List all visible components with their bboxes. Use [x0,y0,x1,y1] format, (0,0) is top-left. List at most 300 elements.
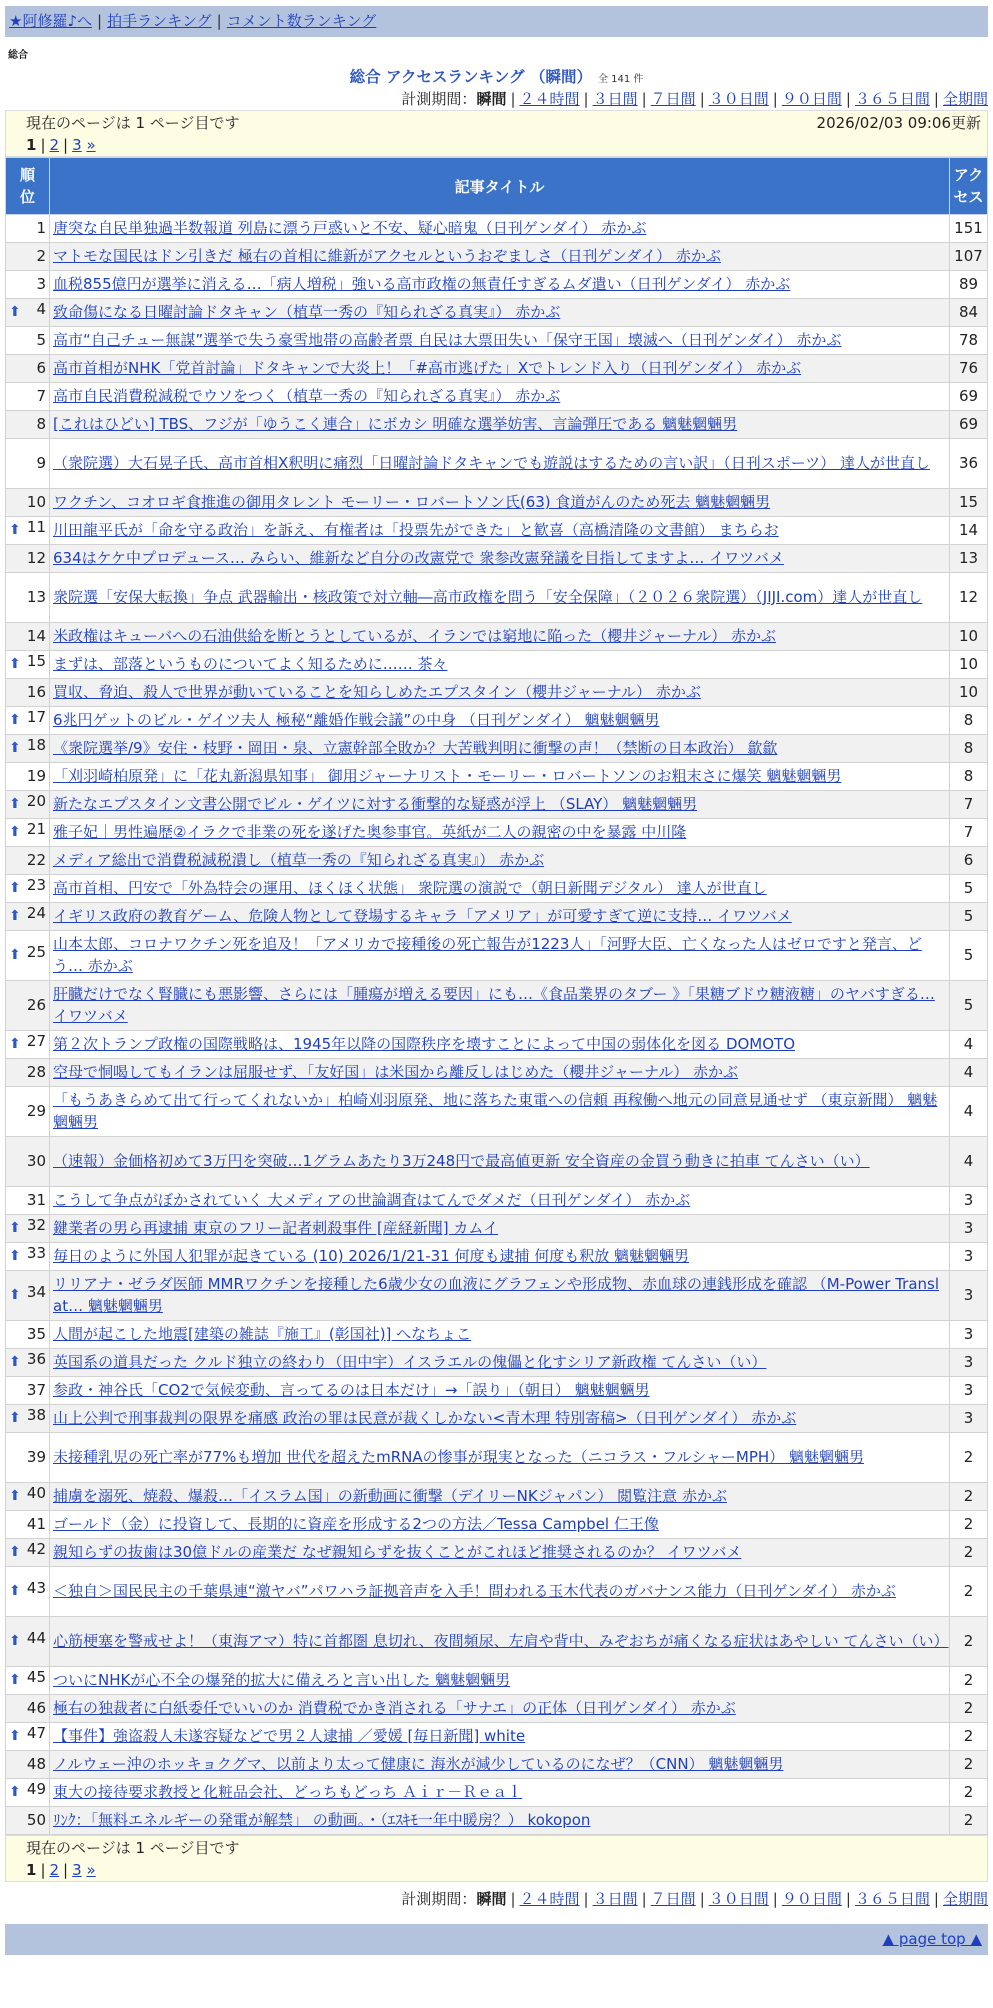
rank-cell [6,903,50,931]
rank-cell [6,243,50,271]
rank-number: 40 [26,1484,46,1502]
table-row [6,1405,988,1433]
title-cell [50,1667,950,1695]
access-count: 3 [950,1271,988,1321]
table-row [6,1433,988,1483]
rank-cell [6,1433,50,1483]
page-links [26,134,981,156]
rank-number: 28 [26,1062,46,1081]
table-row [6,1779,988,1807]
title-cell [50,215,950,243]
article-title-link[interactable]: 致命傷になる日曜討論ドタキャン（植草一秀の『知られざる真実』） 赤かぶ [53,302,561,321]
rank-cell [6,1321,50,1349]
article-title-link[interactable]: 山上公判で刑事裁判の限界を痛感 政治の罪は民意が裁くしかない<青木理 特別寄稿>（日刊ゲンダイ） 赤かぶ [53,1408,797,1427]
table-row [6,1059,988,1087]
table-row [6,1321,988,1349]
table-row [6,875,988,903]
current-page-text: 現在のページは 1 ページ目です [26,1839,240,1857]
article-title-link[interactable]: 毎日のように外国人犯罪が起きている (10) 2026/1/21-31 何度も逮捕 何度も釈放 魑魅魍魎男 [53,1246,690,1265]
rank-cell [6,707,50,735]
up-arrow-icon: ⬆ [9,1583,21,1599]
title-cell [50,819,950,847]
rank-number: 2 [36,246,46,265]
rank-cell [6,411,50,439]
title-cell [50,679,950,707]
page [5,6,988,1955]
rank-number: 10 [26,492,46,511]
article-title-link[interactable]: 血税855億円が選挙に消える…「病人増税」強いる高市政権の無責任すぎるムダ遣い（日刊ゲンダイ） 赤かぶ [53,274,791,293]
title-cell [50,763,950,791]
rank-cell [6,1751,50,1779]
rank-number: 30 [26,1151,46,1170]
rank-cell [6,847,50,875]
section-label: 総合 [8,50,28,61]
article-title-link[interactable]: 空母で恫喝してもイランは屈服せず、「友好国」は米国から離反しはじめた（櫻井ジャーナル） 赤かぶ [53,1062,739,1081]
up-arrow-icon: ⬆ [9,880,21,896]
pager-separator: | [63,1861,69,1879]
period-link[interactable]: 全期間 [942,90,988,108]
access-count: 8 [950,707,988,735]
period-link[interactable]: ７日間 [650,1890,696,1908]
rank-number: 37 [26,1380,46,1399]
period-link[interactable]: ３０日間 [708,1890,769,1908]
clap-ranking-link[interactable]: 拍手ランキング [107,12,212,30]
rank-number: 39 [26,1447,46,1466]
title-cell [50,903,950,931]
access-count: 4 [950,1031,988,1059]
table-row [6,573,988,623]
access-count: 13 [950,545,988,573]
rank-cell [6,735,50,763]
page-link[interactable]: 3 [72,1861,82,1879]
rank-cell [6,327,50,355]
table-row [6,517,988,545]
up-arrow-icon: ⬆ [9,522,21,538]
period-link[interactable]: ９０日間 [781,90,842,108]
access-count: 15 [950,489,988,517]
article-title-link[interactable]: 「もうあきらめて出て行ってくれないか」柏崎刈羽原発、地に落ちた東電への信頼 再稼働へ地元の同意見通せず （東京新聞） 魑魅魍魎男 [53,1091,938,1131]
access-count: 69 [950,383,988,411]
article-title-link[interactable]: ついにNHKが心不全の爆発的拡大に備えろと言い出した 魑魅魍魎男 [53,1670,511,1689]
title-cell [50,651,950,679]
title-cell [50,981,950,1031]
period-link[interactable]: 全期間 [942,1890,988,1908]
up-arrow-icon: ⬆ [9,1036,21,1052]
up-arrow-icon: ⬆ [9,1728,21,1744]
access-count: 2 [950,1483,988,1511]
rank-cell [6,1617,50,1667]
table-row [6,215,988,243]
article-title-link[interactable]: ＜独自＞国民民主の千葉県連“激ヤバ”パワハラ証拠音声を入手！問われる玉木代表のガバナンス能力（日刊ゲンダイ） 赤かぶ [53,1581,896,1600]
rank-number: 8 [36,414,46,433]
rank-cell [6,383,50,411]
table-row [6,271,988,299]
period-link[interactable]: ２４時間 [519,90,580,108]
table-row [6,411,988,439]
current-page-number: 1 [26,1861,37,1879]
article-title-link[interactable]: 高市首相、円安で「外為特会の運用、ほくほく状態」 衆院選の演説で（朝日新聞デジタル） 達人が世直し [53,878,767,897]
title-cell [50,1617,950,1667]
article-title-link[interactable]: 肝臓だけでなく腎臓にも悪影響、さらには「腫瘍が増える要因」にも…《食品業界のタブー 》「果糖ブドウ糖液糖」のヤバすぎる… イワツバメ [53,985,935,1025]
pager-top [5,110,988,157]
title-cell [50,1031,950,1059]
article-title-link[interactable]: 鍵業者の男ら再逮捕 東京のフリー記者刺殺事件 [産経新聞] カムイ [53,1218,499,1237]
title-cell [50,327,950,355]
up-arrow-icon: ⬆ [9,304,21,320]
article-title-link[interactable]: （衆院選）大石晃子氏、高市首相X釈明に痛烈「日曜討論ドタキャンでも遊説はするための言い訳」（日刊スポーツ） 達人が世直し [53,453,930,472]
table-row [6,1031,988,1059]
access-count: 2 [950,1539,988,1567]
period-selector-bottom [5,1888,988,1910]
title-cell [50,1567,950,1617]
article-title-link[interactable]: 衆院選「安保大転換」争点 武器輸出・核政策で対立軸―高市政権を問う「安全保障」（２０２６衆院選）（JIJI.com）達人が世直し [53,587,923,606]
access-count: 151 [950,215,988,243]
table-row [6,763,988,791]
period-link[interactable]: ３０日間 [708,90,769,108]
up-arrow-icon: ⬆ [9,1220,21,1236]
period-link[interactable]: ３日間 [592,1890,638,1908]
home-link[interactable]: ★阿修羅♪へ [9,12,93,30]
title-column-header: 記事タイトル [50,158,950,215]
article-title-link[interactable]: まずは、部落というものについてよく知るために…… 茶々 [53,654,448,673]
article-title-link[interactable]: 新たなエプスタイン文書公開でビル・ゲイツに対する衝撃的な疑惑が浮上 （SLAY） 魑魅魍魎男 [53,794,698,813]
page-link[interactable]: 2 [49,1861,60,1879]
nav-separator: | [216,12,222,30]
table-row [6,1723,988,1751]
access-count: 3 [950,1405,988,1433]
title-cell [50,735,950,763]
title-cell [50,791,950,819]
access-count: 2 [950,1511,988,1539]
rank-number: 33 [26,1244,46,1262]
rank-cell [6,1377,50,1405]
title-cell [50,411,950,439]
page-link[interactable]: 3 [72,136,82,154]
article-title-link[interactable]: 心筋梗塞を警戒せよ！（東海アマ）特に首都圏 息切れ、夜間頻尿、左肩や背中、みぞおちが痛くなる症状はあやしい てんさい（い） [53,1631,949,1650]
next-page-link[interactable]: » [86,1861,96,1879]
table-row [6,1483,988,1511]
title-cell [50,1087,950,1137]
title-cell [50,847,950,875]
access-count: 4 [950,1137,988,1187]
title-cell [50,1539,950,1567]
period-separator: | [845,90,851,108]
period-current: 瞬間 [476,90,507,108]
access-count: 5 [950,875,988,903]
rank-cell [6,1087,50,1137]
title-cell [50,1405,950,1433]
article-title-link[interactable]: こうして争点がぼかされていく 大メディアの世論調査はてんでダメだ（日刊ゲンダイ） 赤かぶ [53,1190,691,1209]
rank-number: 32 [26,1216,46,1234]
period-separator: | [699,90,705,108]
article-title-link[interactable]: 買収、脅迫、殺人で世界が動いていることを知らしめたエプスタイン（櫻井ジャーナル） 赤かぶ [53,682,701,701]
table-row [6,1137,988,1187]
access-count: 2 [950,1695,988,1723]
access-count: 14 [950,517,988,545]
table-row [6,243,988,271]
up-arrow-icon: ⬆ [9,740,21,756]
title-cell [50,1695,950,1723]
period-separator: | [772,90,778,108]
article-title-link[interactable]: ゴールド（金）に投資して、長期的に資産を形成する2つの方法／Tessa Campbel 仁王像 [53,1514,659,1533]
article-title-link[interactable]: 高市“自己チュー無謀”選挙で失う豪雪地帯の高齢者票 自民は大票田失い「保守王国」壊滅へ（日刊ゲンダイ） 赤かぶ [53,330,842,349]
table-header-row [6,158,988,215]
rank-number: 29 [26,1101,46,1120]
article-title-link[interactable]: リリアナ・ゼラダ医師 MMRワクチンを接種した6歳少女の血液にグラフェンや形成物、赤血球の連銭形成を確認 （M-Power Translat… 魑魅魍魎男 [53,1275,940,1315]
article-title-link[interactable]: 雅子妃｜男性遍歴②イラクで非業の死を遂げた奥参事官。英紙が二人の親密の中を暴露 中川隆 [53,822,687,841]
rank-cell [6,1271,50,1321]
rank-number: 41 [26,1514,46,1533]
article-title-link[interactable]: 米政権はキューバへの石油供給を断とうとしているが、イランでは窮地に陥った（櫻井ジャーナル） 赤かぶ [53,626,776,645]
comment-ranking-link[interactable]: コメント数ランキング [226,12,377,30]
period-link[interactable]: ７日間 [650,90,696,108]
table-row [6,1539,988,1567]
rank-cell [6,573,50,623]
article-title-link[interactable]: イギリス政府の教育ゲーム、危険人物として登場するキャラ「アメリア」が可愛すぎて逆に支持… イワツバメ [53,906,792,925]
ranking-body [6,215,988,1835]
rank-number: 48 [26,1754,46,1773]
page-top-link[interactable]: ▲ page top ▲ [882,1930,982,1948]
article-title-link[interactable]: 捕虜を溺死、焼殺、爆殺…「イスラム国」の新動画に衝撃（デイリーNKジャパン） 閲覧注意 赤かぶ [53,1486,727,1505]
next-page-link[interactable]: » [86,136,96,154]
article-title-link[interactable]: [これはひどい] TBS、フジが「ゆうこく連合」にボカシ 明確な選挙妨害、言論弾圧である 魑魅魍魎男 [53,414,738,433]
rank-cell [6,981,50,1031]
period-separator: | [699,1890,705,1908]
table-row [6,299,988,327]
rank-cell [6,1511,50,1539]
article-title-link[interactable]: 英国系の道具だった クルド独立の終わり（田中宇）イスラエルの傀儡と化すシリア新政権 てんさい（い） [53,1352,767,1371]
rank-cell [6,271,50,299]
footer-bar [5,1924,988,1955]
period-label: 計測期間： [401,1890,477,1908]
title-cell [50,931,950,981]
table-row [6,1617,988,1667]
rank-cell [6,1137,50,1187]
up-arrow-icon: ⬆ [9,796,21,812]
rank-cell [6,819,50,847]
article-title-link[interactable]: 第２次トランプ政権の国際戦略は、1945年以降の国際秩序を壊すことによって中国の弱体化を図る DOMOTO [53,1034,796,1053]
rank-cell [6,545,50,573]
title-cell [50,1349,950,1377]
table-row [6,1751,988,1779]
period-link[interactable]: ３日間 [592,90,638,108]
title-cell [50,1433,950,1483]
access-count: 5 [950,981,988,1031]
rank-cell [6,215,50,243]
title-cell [50,623,950,651]
up-arrow-icon: ⬆ [9,1672,21,1688]
access-count: 3 [950,1321,988,1349]
rank-cell [6,791,50,819]
rank-cell [6,1539,50,1567]
table-row [6,679,988,707]
rank-number: 47 [26,1724,46,1742]
article-title-link[interactable]: 未接種乳児の死亡率が77%も増加 世代を超えたmRNAの惨事が現実となった（ニコラス・フルシャーMPH） 魑魅魍魎男 [53,1447,864,1466]
access-count: 3 [950,1377,988,1405]
article-title-link[interactable]: 東大の接待要求教授と化粧品会社、どっちもどっち Ａｉｒ－Ｒｅａｌ [53,1782,523,1801]
article-title-link[interactable]: 《衆院選挙/9》安住・枝野・岡田・泉、立憲幹部全敗か？大苦戦判明に衝撃の声！（禁断の日本政治） 歙歙 [53,738,778,757]
rank-cell [6,1807,50,1835]
rank-number: 49 [26,1780,46,1798]
access-count: 5 [950,903,988,931]
title-cell [50,1271,950,1321]
up-arrow-icon: ⬆ [9,1287,21,1303]
rank-cell [6,1695,50,1723]
table-row [6,355,988,383]
period-separator: | [583,90,589,108]
rank-cell [6,489,50,517]
table-row [6,847,988,875]
up-arrow-icon: ⬆ [9,1633,21,1649]
period-separator: | [583,1890,589,1908]
rank-number: 43 [26,1579,46,1597]
title-cell [50,355,950,383]
article-title-link[interactable]: 人間が起こした地震[建築の雑誌『施工』(彰国社)] へなちょこ [53,1324,472,1343]
table-row [6,1349,988,1377]
rank-number: 5 [36,330,46,349]
page-title: 総合 アクセスランキング （瞬間） [349,68,592,86]
table-row [6,1807,988,1835]
rank-number: 42 [26,1540,46,1558]
period-separator: | [772,1890,778,1908]
table-row [6,651,988,679]
article-title-link[interactable]: ワクチン、コオロギ食推進の御用タレント モーリー・ロバートソン氏(63) 食道がんのため死去 魑魅魍魎男 [53,492,771,511]
rank-number: 18 [26,736,46,754]
rank-number: 22 [26,850,46,869]
access-count: 3 [950,1349,988,1377]
rank-number: 46 [26,1698,46,1717]
article-title-link[interactable]: 【事件】強盗殺人未遂容疑などで男２人逮捕 ／愛媛 [毎日新聞] white [53,1726,526,1745]
up-arrow-icon: ⬆ [9,1248,21,1264]
table-row [6,819,988,847]
article-title-link[interactable]: マトモな国民はドン引きだ 極右の首相に維新がアクセルというおぞましさ（日刊ゲンダイ） 赤かぶ [53,246,721,265]
pager-separator: | [40,136,46,154]
period-separator: | [933,90,939,108]
ranking-table [5,157,988,1835]
page-link[interactable]: 2 [49,136,60,154]
article-title-link[interactable]: 634はケケ中プロデュース… みらい、維新など自分の改憲党で 衆参改憲発議を目指してますよ… イワツバメ [53,548,784,567]
access-count: 2 [950,1723,988,1751]
up-arrow-icon: ⬆ [9,1354,21,1370]
table-row [6,1567,988,1617]
period-link[interactable]: ９０日間 [781,1890,842,1908]
rank-number: 14 [26,626,46,645]
title-cell [50,573,950,623]
access-count: 2 [950,1433,988,1483]
rank-number: 19 [26,766,46,785]
table-row [6,489,988,517]
table-row [6,1243,988,1271]
article-title-link[interactable]: ﾘﾝｸ：「無料エネルギーの発電が解禁」 の動画。・（ｴｽｷﾓ一年中暖房？） kokopon [53,1810,591,1829]
period-separator: | [845,1890,851,1908]
access-count: 2 [950,1617,988,1667]
rank-cell [6,355,50,383]
access-count: 2 [950,1779,988,1807]
article-title-link[interactable]: 「刈羽崎柏原発」に「花丸新潟県知事」 御用ジャーナリスト・モーリー・ロバートソンのお粗末さに爆笑 魑魅魍魎男 [53,766,842,785]
up-arrow-icon: ⬆ [9,1488,21,1504]
title-cell [50,1807,950,1835]
article-title-link[interactable]: （速報）金価格初めて3万円を突破…1グラムあたり3万248円で最高値更新 安全資産の金買う動きに拍車 てんさい（い） [53,1151,870,1170]
article-title-link[interactable]: 高市自民消費税減税でウソをつく（植草一秀の『知られざる真実』） 赤かぶ [53,386,561,405]
access-count: 10 [950,679,988,707]
article-title-link[interactable]: 唐突な自民単独過半数報道 列島に漂う戸惑いと不安、疑心暗鬼（日刊ゲンダイ） 赤かぶ [53,218,647,237]
table-row [6,1667,988,1695]
article-title-link[interactable]: 参政・神谷氏「CO2で気候変動、言ってるのは日本だけ」→「誤り」（朝日） 魑魅魍魎男 [53,1380,650,1399]
table-row [6,439,988,489]
rank-number: 45 [26,1668,46,1686]
rank-cell [6,1243,50,1271]
title-cell [50,299,950,327]
period-label: 計測期間： [401,90,477,108]
title-cell [50,383,950,411]
rank-cell [6,931,50,981]
title-cell [50,1377,950,1405]
rank-cell [6,517,50,545]
up-arrow-icon: ⬆ [9,1784,21,1800]
rank-number: 27 [26,1032,46,1050]
table-row [6,1215,988,1243]
period-separator: | [510,1890,516,1908]
up-arrow-icon: ⬆ [9,1410,21,1426]
period-current: 瞬間 [476,1890,507,1908]
rank-number: 31 [26,1190,46,1209]
period-link[interactable]: ２４時間 [519,1890,580,1908]
title-cell [50,1483,950,1511]
total-count: 全 141 件 [597,74,644,85]
article-title-link[interactable]: 6兆円ゲットのビル・ゲイツ夫人 極秘“離婚作戦会議”の中身 （日刊ゲンダイ） 魑魅魍魎男 [53,710,660,729]
access-count: 76 [950,355,988,383]
access-count: 3 [950,1243,988,1271]
nav-separator: | [97,12,103,30]
article-title-link[interactable]: 山本太郎、コロナワクチン死を追及！「アメリカで接種後の死亡報告が1223人」「河野大臣、亡くなった人はゼロですと発言、どう… 赤かぶ [53,935,922,975]
title-cell [50,489,950,517]
article-title-link[interactable]: 高市首相がNHK「党首討論」ドタキャンで大炎上！「#高市逃げた」Xでトレンド入り（日刊ゲンダイ） 赤かぶ [53,358,802,377]
rank-column-label: 順位 [19,166,35,206]
access-count: 2 [950,1807,988,1835]
table-row [6,1511,988,1539]
period-link[interactable]: ３６５日間 [854,90,930,108]
rank-cell [6,1483,50,1511]
article-title-link[interactable]: ノルウェー沖のホッキョクグマ、以前より太って健康に 海氷が減少しているのになぜ？（CNN） 魑魅魍魎男 [53,1754,784,1773]
access-count: 84 [950,299,988,327]
table-row [6,1187,988,1215]
access-count: 2 [950,1667,988,1695]
table-row [6,383,988,411]
title-cell [50,1511,950,1539]
rank-cell [6,651,50,679]
period-link[interactable]: ３６５日間 [854,1890,930,1908]
article-title-link[interactable]: 川田龍平氏が「命を守る政治」を訴え、有権者は「投票先ができた」と歓喜（高橋清隆の文書館） まちらお [53,520,779,539]
top-nav-bar [5,6,988,37]
table-row [6,981,988,1031]
rank-cell [6,679,50,707]
table-row [6,735,988,763]
access-count: 8 [950,763,988,791]
table-row [6,623,988,651]
rank-number: 1 [36,218,46,237]
page-title-line [5,66,988,88]
article-title-link[interactable]: メディア総出で消費税減税潰し（植草一秀の『知られざる真実』） 赤かぶ [53,850,545,869]
access-column-label: アクセス [953,166,984,206]
title-cell [50,707,950,735]
article-title-link[interactable]: 親知らずの抜歯は30億ドルの産業だ なぜ親知らずを抜くことがこれほど推奨されるのか？ イワツバメ [53,1542,742,1561]
rank-number: 12 [26,548,46,567]
up-arrow-icon: ⬆ [9,908,21,924]
article-title-link[interactable]: 極右の独裁者に白紙委任でいいのか 消費税でかき消される「サナエ」の正体（日刊ゲンダイ） 赤かぶ [53,1698,736,1717]
rank-number: 38 [26,1406,46,1424]
rank-cell [6,763,50,791]
rank-number: 6 [36,358,46,377]
